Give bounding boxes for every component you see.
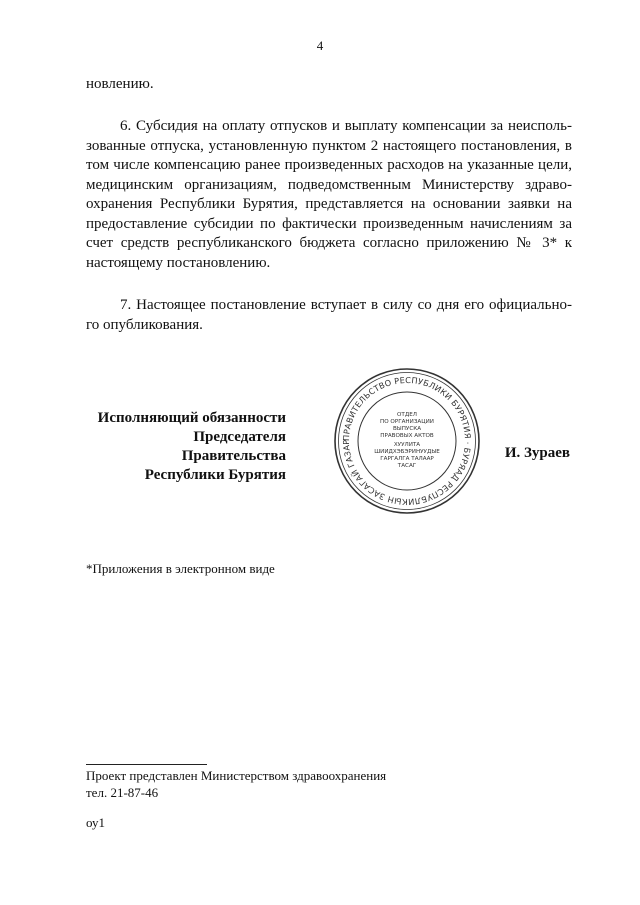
project-info [86, 767, 386, 801]
project-info-line: Проект представлен Министерством здравоохранения [86, 768, 387, 783]
seal-center-line: ГАРГАЛГА ТАЛААР [380, 456, 434, 462]
paragraph-line: предоставление субсидии по фактически произведенным начислениям за [86, 215, 572, 232]
paragraph-line: 7. Настоящее постановление вступает в силу со дня его официально- [120, 297, 572, 313]
signatory-title-line: Исполняющий обязанности [97, 410, 286, 426]
paragraph-line: настоящему постановлению. [86, 254, 271, 271]
project-info-line: тел. 21-87-46 [86, 785, 159, 800]
page-number: 4 [316, 38, 324, 53]
paragraph-line: медицинским организациям, подведомственным Министерству здраво- [86, 176, 572, 193]
document-code: оу1 [86, 815, 106, 830]
paragraph-line: том числе компенсацию ранее произведенных расходов на указанные цели, [86, 157, 572, 173]
signatory-title-line: Председателя Правительства [181, 429, 286, 464]
paragraph-6 [86, 117, 572, 273]
continuation-line: новлению. [86, 76, 154, 92]
signatory-title-line: Республики Бурятия [144, 467, 286, 483]
seal-center-line: ПРАВОВЫХ АКТОВ [380, 433, 434, 439]
paragraph-line: го опубликования. [86, 316, 203, 333]
seal-center-line: ПО ОРГАНИЗАЦИИ [380, 419, 434, 425]
seal-center-line: ОТДЕЛ [397, 412, 417, 418]
paragraph-7 [86, 296, 572, 335]
seal-center-line: ТАСАГ [397, 463, 417, 469]
footnote: *Приложения в электронном виде [86, 561, 275, 576]
signatory-title [86, 409, 286, 485]
seal-ring-text: ПРАВИТЕЛЬСТВО РЕСПУБЛИКИ БУРЯТИЯ · БУРЯАД РЕСПУБЛИКЫН ЗАСАГАЙ ГАЗАР [340, 374, 474, 508]
seal-center-line: ВЫПУСКА [392, 426, 422, 432]
paragraph-line: зованные отпуска, установленную пунктом 2 настоящего постановления, в [86, 137, 572, 154]
seal-center-line: ХУУЛИТА [393, 442, 421, 448]
signatory-name: И. Зураев [504, 445, 570, 461]
paragraph-line: охранения Республики Бурятия, представляется на основании заявки на [86, 196, 572, 212]
official-seal [332, 366, 482, 516]
paragraph-line: 6. Субсидия на оплату отпусков и выплату компенсации за неисполь- [120, 118, 572, 134]
footer-divider [86, 764, 207, 765]
seal-center-line: ШИИДХЭБЭРИНУУДЫЕ [374, 449, 440, 455]
svg-text:ПРАВИТЕЛЬСТВО РЕСПУБЛИКИ БУРЯТ [341, 375, 473, 507]
continuation-text [86, 75, 572, 95]
paragraph-line: счет средств республиканского бюджета согласно приложению № 3* к [86, 235, 572, 251]
